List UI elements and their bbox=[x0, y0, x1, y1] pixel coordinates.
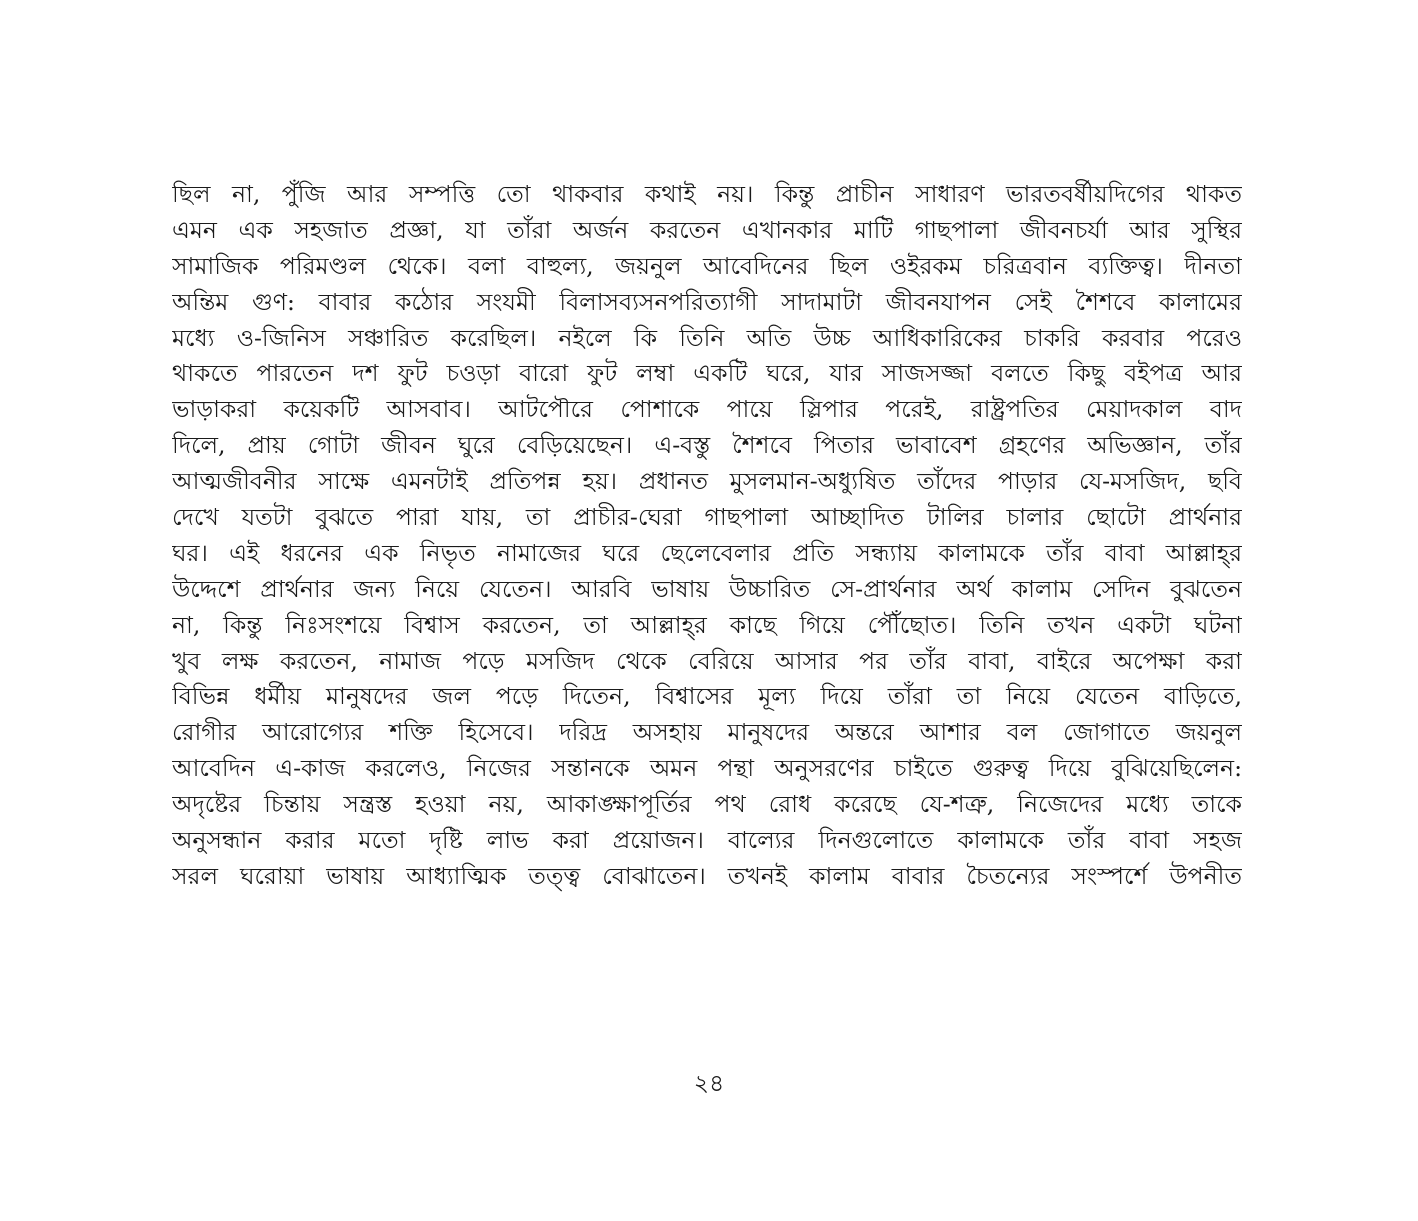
text-line-4: অন্তিম গুণ: বাবার কঠোর সংযমী বিলাসব্যসনপরিত্যাগী সাদামাটা জীবনযাপন সেই শৈশবে কালামের bbox=[172, 287, 1242, 316]
text-line-7: ভাড়াকরা কয়েকটি আসবাব। আটপৌরে পোশাকে পায়ে স্লিপার পরেই, রাষ্ট্রপতির মেয়াদকাল বাদ bbox=[172, 395, 1242, 424]
text-line-19: অনুসন্ধান করার মতো দৃষ্টি লাভ করা প্রয়োজন। বাল্যের দিনগুলোতে কালামকে তাঁর বাবা সহজ bbox=[172, 826, 1242, 855]
text-line-12: উদ্দেশে প্রার্থনার জন্য নিয়ে যেতেন। আরবি ভাষায় উচ্চারিত সে-প্রার্থনার অর্থ কালাম সেদিন বুঝতেন bbox=[172, 574, 1242, 603]
text-line-3: সামাজিক পরিমণ্ডল থেকে। বলা বাহুল্য, জয়নুল আবেদিনের ছিল ওইরকম চরিত্রবান ব্যক্তিত্ব। দীনতা bbox=[172, 251, 1242, 280]
text-line-6: থাকতে পারতেন দশ ফুট চওড়া বারো ফুট লম্বা একটি ঘরে, যার সাজসজ্জা বলতে কিছু বইপত্র আর bbox=[172, 359, 1242, 388]
text-line-10: দেখে যতটা বুঝতে পারা যায়, তা প্রাচীর-ঘেরা গাছপালা আচ্ছাদিত টালির চালার ছোটো প্রার্থনার bbox=[172, 503, 1242, 532]
body-paragraph bbox=[172, 177, 1242, 895]
text-line-17: আবেদিন এ-কাজ করলেও, নিজের সন্তানকে অমন পন্থা অনুসরণের চাইতে গুরুত্ব দিয়ে বুঝিয়েছিলেন: bbox=[172, 754, 1242, 783]
text-line-20: সরল ঘরোয়া ভাষায় আধ্যাত্মিক তত্ত্ব বোঝাতেন। তখনই কালাম বাবার চৈতন্যের সংস্পর্শে উপনীত bbox=[172, 861, 1242, 890]
text-line-5: মধ্যে ও-জিনিস সঞ্চারিত করেছিল। নইলে কি তিনি অতি উচ্চ আধিকারিকের চাকরি করবার পরেও bbox=[172, 323, 1242, 352]
text-line-9: আত্মজীবনীর সাক্ষে এমনটাই প্রতিপন্ন হয়। প্রধানত মুসলমান-অধ্যুষিত তাঁদের পাড়ার যে-মসজিদ, ছবি bbox=[172, 467, 1242, 496]
page-number: ২৪ bbox=[693, 1069, 725, 1097]
text-line-2: এমন এক সহজাত প্রজ্ঞা, যা তাঁরা অর্জন করতেন এখানকার মাটি গাছপালা জীবনচর্যা আর সুস্থির bbox=[172, 215, 1242, 244]
text-line-11: ঘর। এই ধরনের এক নিভৃত নামাজের ঘরে ছেলেবেলার প্রতি সন্ধ্যায় কালামকে তাঁর বাবা আল্লাহ্‌র bbox=[172, 538, 1242, 567]
text-line-1: ছিল না, পুঁজি আর সম্পত্তি তো থাকবার কথাই নয়। কিন্তু প্রাচীন সাধারণ ভারতবর্ষীয়দিগের থাকত bbox=[172, 180, 1242, 208]
text-line-18: অদৃষ্টের চিন্তায় সন্ত্রস্ত হওয়া নয়, আকাঙ্ক্ষাপূর্তির পথ রোধ করেছে যে-শত্রু, নিজেদের মধ্যে তাকে bbox=[172, 790, 1242, 819]
text-line-14: খুব লক্ষ করতেন, নামাজ পড়ে মসজিদ থেকে বেরিয়ে আসার পর তাঁর বাবা, বাইরে অপেক্ষা করা bbox=[172, 646, 1242, 675]
text-line-15: বিভিন্ন ধর্মীয় মানুষদের জল পড়ে দিতেন, বিশ্বাসের মূল্য দিয়ে তাঁরা তা নিয়ে যেতেন বাড়িতে, bbox=[172, 682, 1242, 711]
text-line-8: দিলে, প্রায় গোটা জীবন ঘুরে বেড়িয়েছেন। এ-বস্তু শৈশবে পিতার ভাবাবেশ গ্রহণের অভিজ্ঞান, তাঁর bbox=[172, 431, 1242, 460]
text-line-13: না, কিন্তু নিঃসংশয়ে বিশ্বাস করতেন, তা আল্লাহ্‌র কাছে গিয়ে পৌঁছোত। তিনি তখন একটা ঘটনা bbox=[172, 610, 1242, 639]
text-line-16: রোগীর আরোগ্যের শক্তি হিসেবে। দরিদ্র অসহায় মানুষদের অন্তরে আশার বল জোগাতে জয়নুল bbox=[172, 718, 1242, 747]
